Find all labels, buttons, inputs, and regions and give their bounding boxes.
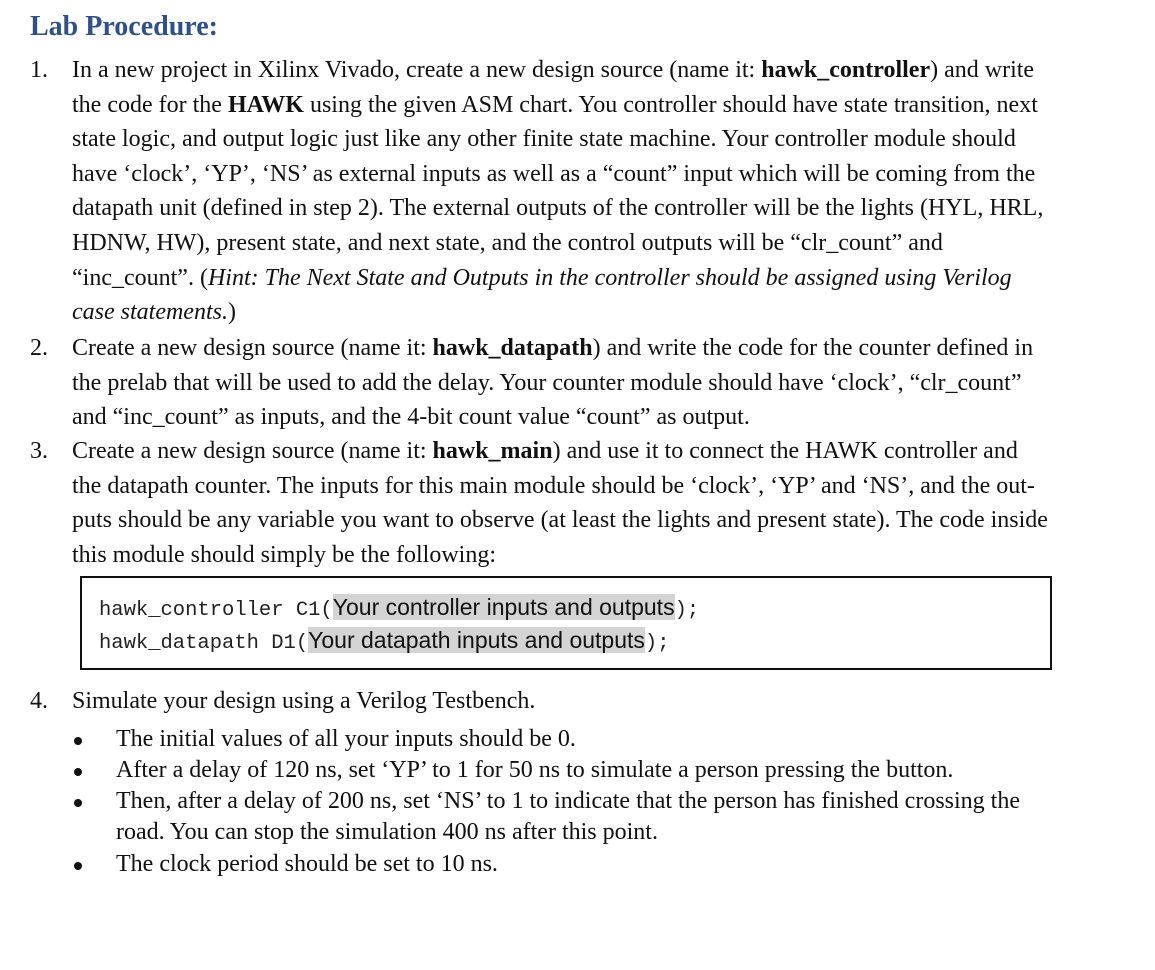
bullet-icon (74, 862, 82, 870)
text-line: the prelab that will be used to add the delay. Your counter module should have ‘clock’, “clr_count” (72, 369, 1022, 396)
bullet-text-continued: road. You can stop the simulation 400 ns after this point. (116, 819, 658, 845)
code-text: ); (674, 599, 700, 622)
text-span: Create a new design source (name it: (72, 438, 433, 464)
bullet-icon (74, 737, 82, 745)
code-line-controller (99, 592, 699, 626)
text-span: Create a new design source (name it: (72, 335, 433, 361)
bullet-icon (74, 799, 82, 807)
module-name-hawk-controller: hawk_controller (761, 57, 931, 83)
hint-text: case statements. (72, 299, 228, 326)
step-text (72, 331, 1150, 435)
text-span: using the given ASM chart. You controller should have state transition, next (303, 91, 1038, 118)
step-text (72, 684, 1150, 719)
step-text (72, 434, 1150, 572)
text-line: state logic, and output logic just like any other finite state machine. Your controller module should (72, 126, 1016, 153)
bullet-text: The initial values of all your inputs should be 0. (116, 726, 576, 752)
step-number: 3. (30, 438, 48, 464)
text-line: HDNW, HW), present state, and next state, and the control outputs will be “clr_count” and (72, 229, 943, 256)
text-line: puts should be any variable you want to observe (at least the lights and present state). The code inside (72, 507, 1048, 534)
text-span: In a new project in Xilinx Vivado, create a new design source (name it: (72, 57, 762, 83)
code-block (80, 576, 1052, 670)
text-line: and “inc_count” as inputs, and the 4-bit count value “count” as output. (72, 404, 750, 431)
step-number: 4. (30, 688, 48, 714)
bullet-text: The clock period should be set to 10 ns. (116, 851, 498, 877)
code-text: hawk_datapath D1( (99, 632, 309, 655)
text-line: have ‘clock’, ‘YP’, ‘NS’ as external inputs as well as a “count” input which will be coming from the (72, 160, 1036, 187)
module-name-hawk-datapath: hawk_datapath (432, 335, 593, 361)
module-name-hawk-main: hawk_main (432, 438, 553, 464)
step-number: 1. (30, 57, 48, 83)
bullet-text: After a delay of 120 ns, set ‘YP’ to 1 for 50 ns to simulate a person pressing the button. (116, 757, 954, 783)
text-line: datapath unit (defined in step 2). The external outputs of the controller will be the lights (HYL, HRL, (72, 195, 1044, 222)
hawk-keyword: HAWK (227, 91, 304, 118)
step-text (72, 53, 1150, 330)
text-span: the code for the (72, 91, 228, 118)
page-title: Lab Procedure: (30, 11, 218, 42)
text-span: “inc_count”. ( (72, 264, 208, 291)
text-line: this module should simply be the following: (72, 541, 496, 568)
code-text: hawk_controller C1( (99, 599, 333, 622)
text-line: the datapath counter. The inputs for this main module should be ‘clock’, ‘YP’ and ‘NS’, and the out- (72, 472, 1035, 499)
code-text: ); (644, 632, 670, 655)
text-span: ) and use it to connect the HAWK controller and (552, 438, 1018, 464)
bullet-text: Then, after a delay of 200 ns, set ‘NS’ to 1 to indicate that the person has finished crossing the (116, 788, 1020, 814)
step-number: 2. (30, 335, 48, 361)
text-span: ) (227, 299, 236, 326)
code-placeholder-highlight: Your datapath inputs and outputs (308, 627, 645, 653)
code-placeholder-highlight: Your controller inputs and outputs (332, 594, 675, 620)
hint-text: Hint: The Next State and Outputs in the controller should be assigned using Verilog (207, 264, 1012, 291)
text-span: ) and write the code for the counter defined in (592, 335, 1034, 361)
code-line-datapath (99, 625, 670, 659)
text-line: Simulate your design using a Verilog Testbench. (72, 688, 536, 714)
text-span: ) and write (930, 57, 1035, 83)
bullet-icon (74, 768, 82, 776)
